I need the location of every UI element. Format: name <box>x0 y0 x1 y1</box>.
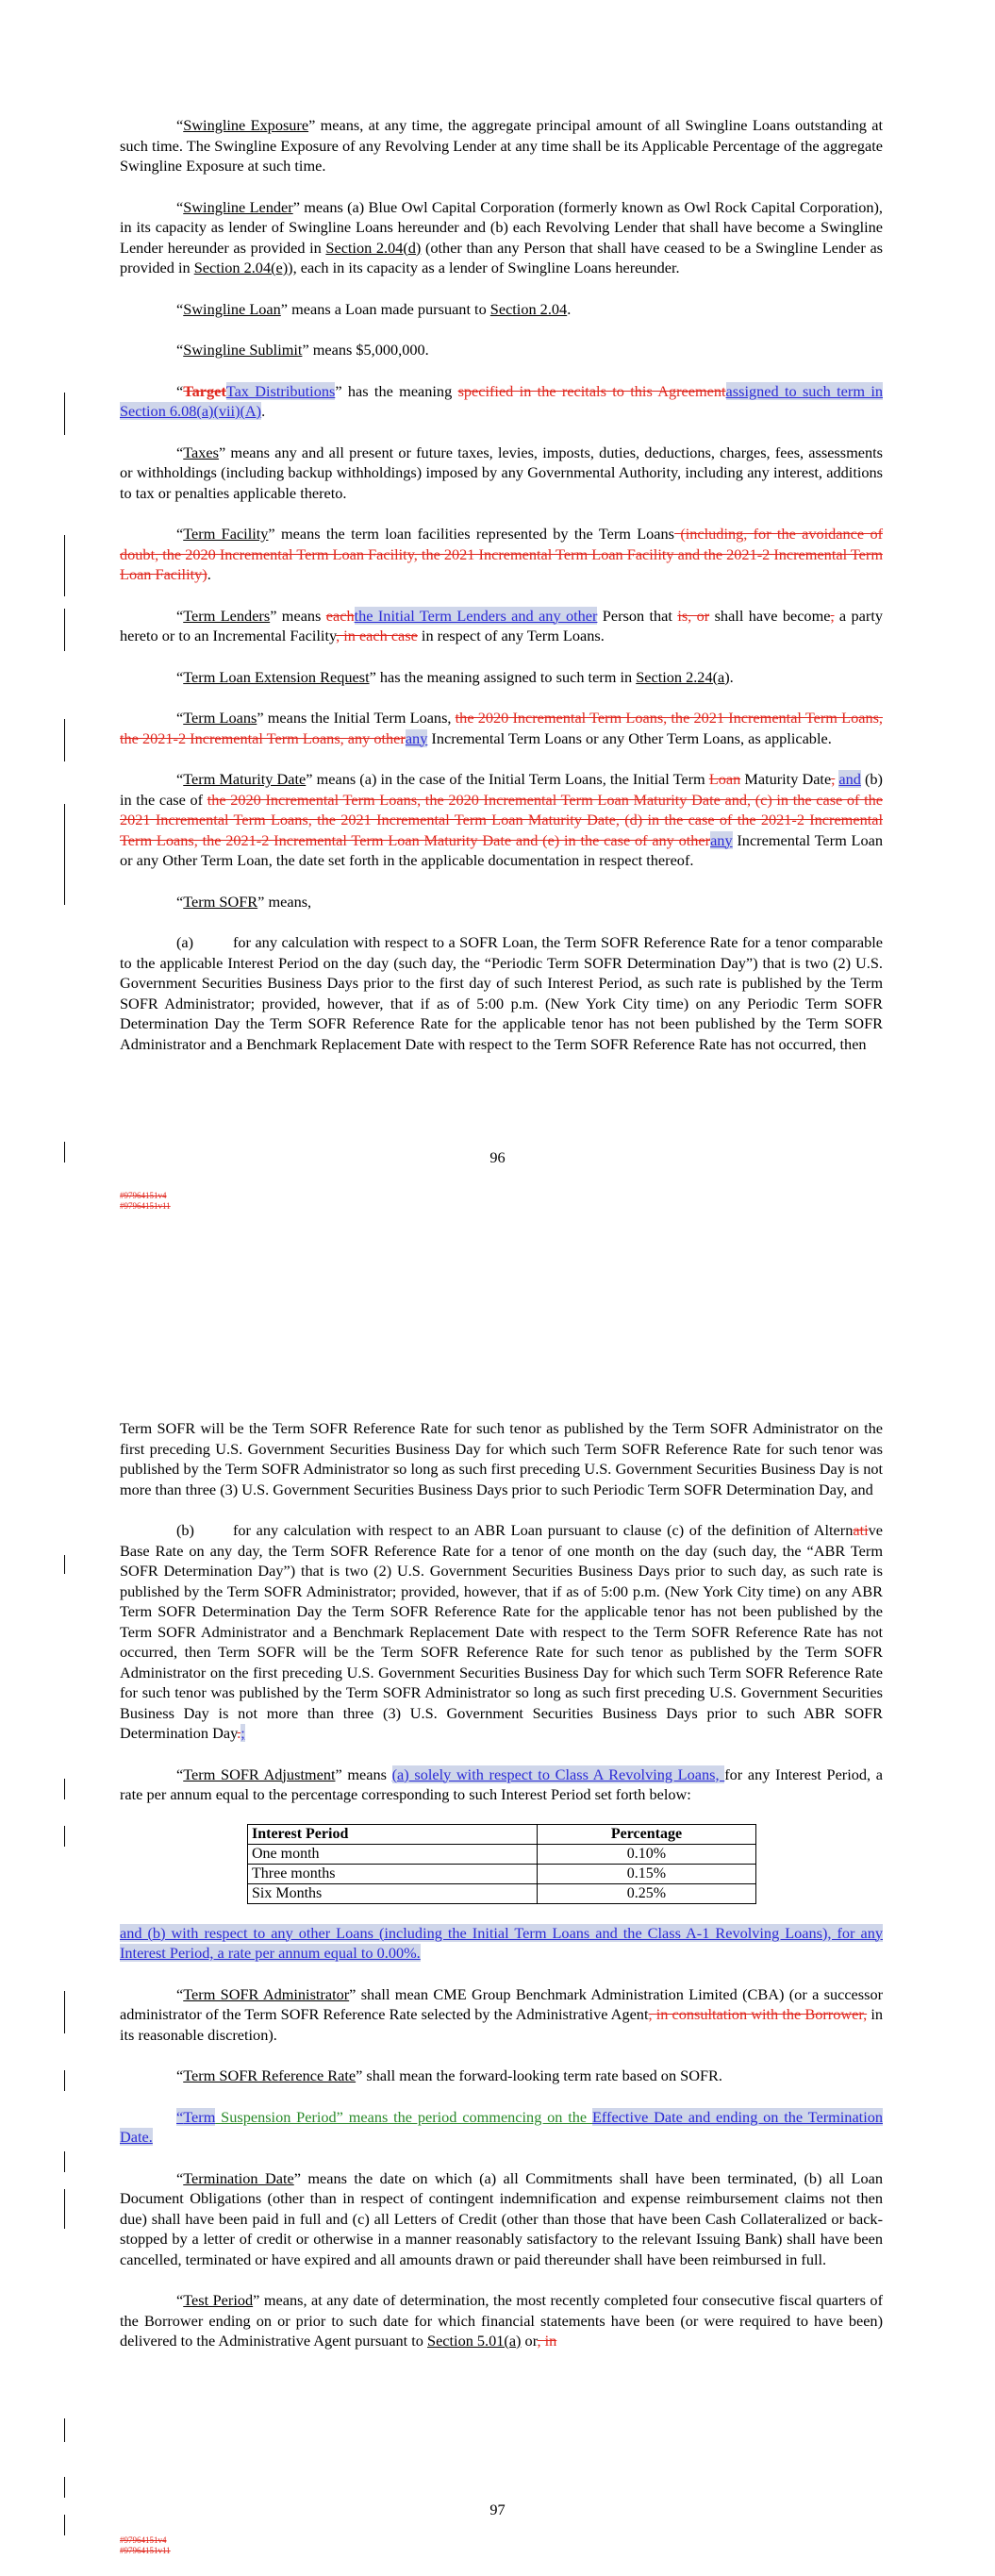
defined-term: Term SOFR Adjustment <box>183 1765 336 1783</box>
definition-text: ” means <box>335 1765 392 1783</box>
def-term-maturity-date: “Term Maturity Date” means (a) in the case of the Initial Term Loans, the Initial Term Loan Maturity Date, and (b) in the case of the 2020 Incremental Term Loans, the 2020 Incremental Term Loan Maturity Date and, (c) in the case of the 2021 Incremental Term Loans, the 2021 Incremental Term Loan Maturity Date, (d) in the case of the 2021-2 Incremental Term Loans, the 2021-2 Incremental Term Loan Maturity Date and (e) in the case of any otherany Incremental Term Loan or any Other Term Loan, the date set forth in the applicable documentation in respect thereof. <box>120 770 883 869</box>
definition-text: a party hereto or to an Incremental Facility <box>120 606 883 644</box>
definition-text: . <box>261 402 266 420</box>
page-96-body <box>120 115 883 1054</box>
table-row <box>248 1864 756 1883</box>
change-bar <box>64 2477 65 2498</box>
def-term-lenders: “Term Lenders” means eachthe Initial Term Lenders and any other Person that is, or shall have become, a party hereto or to an Incremental Facility, in each case in respect of any Term Loans. <box>120 606 883 644</box>
def-taxes: “Taxes” means any and all present or future taxes, levies, imposts, duties, deductions, charges, fees, assessments or withholdings (including backup withholdings) imposed by any Governmental Authority, including any interest, additions to tax or penalties applicable thereto. <box>120 443 883 502</box>
inserted-text-green: Suspension Period” means the period commencing on the <box>215 2107 592 2126</box>
adjustment-table <box>247 1824 756 1904</box>
section-ref: Section 2.04 <box>489 299 568 318</box>
definition-text: Incremental Term Loan or any Other Term Loan, the date set forth in the applicable documentation in respect thereof. <box>120 830 883 869</box>
defined-term: Term Loan Extension Request <box>183 667 370 686</box>
change-bar <box>64 609 65 651</box>
clause-text: for any calculation with respect to a SOFR Loan, the Term SOFR Reference Rate for a tenor comparable to the applicable Interest Period on the day (such day, the “Periodic Term SOFR Determination Day”) that is two (2) U.S. Government Securities Business Days prior to the first day of such Interest Period, as such rate is published by the Term SOFR Administrator; provided, however, that if as of 5:00 p.m. (New York City time) on any Periodic Term SOFR Determination Day the Term SOFR Reference Rate for the applicable tenor has not been published by the Term SOFR Administrator and a Benchmark Replacement Date with respect to the Term SOFR Reference Rate has not occurred, then <box>120 933 883 1053</box>
inserted-text: assigned to such term in Section 6.08(a)(vii)(A) <box>120 381 883 420</box>
def-target: “TargetTax Distributions” has the meaning specified in the recitals to this Agreementassigned to such term in Section 6.08(a)(vii)(A). <box>120 381 883 420</box>
def-term-sofr: “Term SOFR” means, <box>176 892 312 911</box>
defined-term: Term SOFR <box>183 892 258 911</box>
table-row <box>248 1883 756 1903</box>
clause-a-continuation: Term SOFR will be the Term SOFR Reference Rate for such tenor as published by the Term SOFR Administrator on the first preceding U.S. Government Securities Business Day for which such Term SOFR Reference Rate for such tenor was published by the Term SOFR Administrator so long as such first preceding U.S. Government Securities Business Day is not more than three (3) U.S. Government Securities Business Days prior to such Periodic Term SOFR Determination Day, and <box>120 1419 883 1498</box>
defined-term: Swingline Exposure <box>183 116 309 134</box>
footer-doc-id: #97964151v11 <box>120 2546 171 2555</box>
inserted-text: Tax Distributions <box>225 381 336 400</box>
def-term-suspension-period <box>120 2107 883 2148</box>
inserted-text: Effective Date and ending on the Termination Date. <box>120 2107 883 2146</box>
clause-text: ve <box>868 1521 883 1539</box>
table-header: Percentage <box>537 1824 755 1844</box>
definition-text: . <box>567 299 572 318</box>
clause-b <box>120 1520 883 1744</box>
change-bar <box>64 2418 65 2442</box>
deleted-text: specified in the recitals to this Agreement <box>457 381 726 400</box>
definition-text: ), each in its capacity as a lender of Swingline Loans hereunder. <box>288 259 680 276</box>
definition-text: ” means, at any date of determination, the most recently completed four consecutive fiscal quarters of the Borrower ending on or prior to such date for which financial statements have been (or were required to have been) delivered to the Administrative Agent pursuant to <box>120 2291 883 2350</box>
inserted-text: “ <box>176 2107 184 2126</box>
def-term-sofr-reference-rate: “Term SOFR Reference Rate” shall mean the forward-looking term rate based on SOFR. <box>176 2066 722 2084</box>
table-cell: Three months <box>248 1864 538 1883</box>
defined-term: Termination Date <box>183 2168 294 2187</box>
def-term-sofr-adjustment: “Term SOFR Adjustment” means (a) solely with respect to Class A Revolving Loans, for any Interest Period, a rate per annum equal to the percentage corresponding to such Interest Period set forth below: <box>120 1765 883 1803</box>
page-97 <box>0 1288 995 2576</box>
definition-text: ” means (a) Blue Owl Capital Corporation (formerly known as Owl Rock Capital Corporation), in its capacity as lender of Swingline Loans hereunder and (b) each Revolving Lender that shall have become a Swingline Lender hereunder as provided in <box>120 197 883 257</box>
defined-term: Term SOFR Administrator <box>183 1984 350 2003</box>
definition-text: Person that <box>597 606 678 625</box>
definition-text: . <box>729 667 734 686</box>
table-row <box>248 1844 756 1864</box>
definition-text: . <box>207 565 211 583</box>
definition-text: ” means (a) in the case of the Initial Term Loans, the Initial Term <box>306 770 709 788</box>
deleted-text: . <box>237 1724 241 1742</box>
def-swingline-loan: “Swingline Loan” means a Loan made pursuant to Section 2.04. <box>176 299 572 318</box>
deleted-text: , in <box>537 2332 557 2350</box>
section-ref: Section 2.04(e) <box>193 259 289 276</box>
defined-term: Swingline Loan <box>183 299 281 318</box>
definition-text: ” has the meaning <box>335 381 458 400</box>
inserted-text: (a) solely with respect to Class A Revolving Loans, <box>391 1765 725 1783</box>
definition-text: ” has the meaning assigned to such term in <box>369 667 637 686</box>
defined-term: Term Loans <box>183 709 257 727</box>
change-bar <box>64 535 65 596</box>
page-number: 96 <box>489 1148 506 1166</box>
def-swingline-lender: “Swingline Lender” means (a) Blue Owl Capital Corporation (formerly known as Owl Rock Capital Corporation), in its capacity as lender of Swingline Loans hereunder and (b) each Revolving Lender that shall have become a Swingline Lender hereunder as provided in Section 2.04(d) (other than any Person that shall have ceased to be a Swingline Lender as provided in Section 2.04(e)), each in its capacity as a lender of Swingline Loans hereunder. <box>120 197 884 276</box>
deleted-text: , in consultation with the Borrower, <box>648 2005 868 2023</box>
page-97-body <box>120 1418 883 2351</box>
def-term-sofr-administrator: “Term SOFR Administrator” shall mean CME Group Benchmark Administration Limited (CBA) (or a successor administrator of the Term SOFR Reference Rate selected by the Administrative Agent, in consultation with the Borrower, in its reasonable discretion). <box>120 1984 883 2044</box>
clause-label: (a) <box>176 933 194 951</box>
def-swingline-sublimit: “Swingline Sublimit” means $5,000,000. <box>176 341 429 359</box>
defined-term: Taxes <box>183 443 219 461</box>
deleted-text: Target <box>183 381 226 400</box>
inserted-text: and <box>838 770 861 788</box>
def-swingline-exposure: “Swingline Exposure” means, at any time, the aggregate principal amount of all Swingline Loans outstanding at such time. The Swingline Exposure of any Revolving Lender at any time shall be its Applicable Percentage of the aggregate Swingline Exposure at such time. <box>120 116 884 175</box>
page-number: 97 <box>489 2501 506 2518</box>
deleted-text: ati <box>853 1521 869 1539</box>
deleted-text: (including, for the avoidance of doubt, the 2020 Incremental Term Loan Facility, the 2021 Incremental Term Loan Facility and the 2021-2 Incremental Term Loan Facility) <box>120 525 884 583</box>
inserted-text: and (b) with respect to any other Loans (including the Initial Term Loans and the Class A-1 Revolving Loans), for any Interest Period, a rate per annum equal to 0.00%. <box>120 1923 883 1962</box>
deleted-text: , in each case <box>336 627 418 644</box>
footer-doc-id: #97964151v4 <box>120 1191 167 1200</box>
table-cell: 0.15% <box>537 1864 755 1883</box>
defined-term: Term Facility <box>183 525 269 543</box>
deleted-text: Loan <box>708 770 741 788</box>
clause-text: Base Rate on any day, the Term SOFR Reference Rate for a tenor of one month on the day (such day, the “ABR Term SOFR Determination Day”) that is two (2) U.S. Government Securities Business Days prior to such day, as such rate is published by the Term SOFR Administrator; provided, however, that if as of 5:00 p.m. (New York City time) on any ABR Term SOFR Determination Day the Term SOFR Reference Rate for the applicable tenor has not been published by the Term SOFR Administrator and a Benchmark Replacement Date with respect to the Term SOFR Reference Rate has not occurred, then Term SOFR will be the Term SOFR Reference Rate for such tenor as published by the Term SOFR Administrator on the first preceding U.S. Government Securities Business Day for which such Term SOFR Reference Rate for such tenor was published by the Term SOFR Administrator so long as such first preceding U.S. Government Securities Business Day is not more than three (3) U.S. Government Securities Business Days prior to such ABR SOFR Determination Day <box>120 1541 883 1742</box>
section-ref: Section 2.04(d) <box>325 238 422 257</box>
definition-text: in respect of any Term Loans. <box>417 627 605 644</box>
footer-doc-id: #97964151v4 <box>120 2535 167 2545</box>
def-term-loans: “Term Loans” means the Initial Term Loans, the 2020 Incremental Term Loans, the 2021 Incremental Term Loans, the 2021-2 Incremental Term Loans, any otherany Incremental Term Loans or any Other Term Loans, as applicable. <box>120 709 883 747</box>
definition-text: ” means the date on which (a) all Commitments shall have been terminated, (b) all Loan Document Obligations (other than in respect of contingent indemnification and expense reimbursement claims not then due) shall have been paid in full and (c) all Letters of Credit (other than those that have been Cash Collateralized or back-stopped by a letter of credit or otherwise in a manner reasonably satisfactory to the relevant Issuing Bank) shall have been cancelled, terminated or have expired and all amounts drawn or paid thereunder shall have been reimbursed in full. <box>120 2168 883 2268</box>
definition-text: (other than any Person that shall have ceased to be a Swingline Lender as provided in <box>120 238 884 276</box>
table-cell: 0.25% <box>537 1883 755 1903</box>
change-bar <box>64 1779 65 1799</box>
deleted-text: is, or <box>677 606 710 625</box>
inserted-text: Term <box>183 2107 216 2126</box>
defined-term: Test Period <box>183 2291 254 2309</box>
defined-term: Term SOFR Reference Rate <box>183 2066 357 2084</box>
definition-text: ” means <box>270 606 326 625</box>
change-bar <box>64 2151 65 2172</box>
definition-text: ” means any and all present or future taxes, levies, imposts, duties, deductions, charges, fees, assessments or withholdings (including backup withholdings) imposed by any Governmental Authority, including any interest, additions to tax or penalties applicable thereto. <box>120 443 883 502</box>
definition-text: ” means the term loan facilities represented by the Term Loans <box>268 525 675 543</box>
defined-term: Term Lenders <box>183 606 271 625</box>
change-bar <box>64 719 65 761</box>
definition-text: Incremental Term Loans or any Other Term Loans, as applicable. <box>427 728 832 747</box>
table-cell: One month <box>248 1844 538 1864</box>
defined-term: Swingline Lender <box>183 197 293 216</box>
change-bar <box>64 1555 65 1574</box>
deleted-text: the 2020 Incremental Term Loans, the 2020 Incremental Term Loan Maturity Date and, (c) in the case of the 2021 Incremental Term Loans, the 2021 Incremental Term Loan Maturity Date, (d) in the case of the 2021-2 Incremental Term Loans, the 2021-2 Incremental Term Loan Maturity Date and (e) in the case of any other <box>120 790 883 849</box>
adjustment-clause-b <box>120 1923 883 1964</box>
definition-text: ” shall mean CME Group Benchmark Administration Limited (CBA) (or a successor administrator of the Term SOFR Reference Rate selected by the Administrative Agent <box>120 1984 883 2023</box>
inserted-text: any <box>405 728 428 747</box>
definition-text: or <box>521 2332 538 2350</box>
definition-text: ” means, <box>257 892 312 911</box>
table-header-row <box>248 1824 756 1844</box>
change-bar <box>64 393 65 435</box>
definition-text: ” means a Loan made pursuant to <box>280 299 490 318</box>
defined-term: Swingline Sublimit <box>183 341 303 359</box>
def-termination-date: “Termination Date” means the date on which (a) all Commitments shall have been terminated, (b) all Loan Document Obligations (other than in respect of contingent indemnification and expense reimbursement claims not then due) shall have been paid in full and (c) all Letters of Credit (other than those that have been Cash Collateralized or back-stopped by a letter of credit or otherwise in a manner reasonably satisfactory to the relevant Issuing Bank) shall have been cancelled, terminated or have expired and all amounts drawn or paid thereunder shall have been reimbursed in full. <box>120 2168 883 2268</box>
definition-text: Maturity Date <box>740 770 832 788</box>
definition-text: ” means $5,000,000. <box>302 341 429 359</box>
definition-text: ” shall mean the forward-looking term rate based on SOFR. <box>356 2066 722 2084</box>
section-ref: Section 2.24(a) <box>636 667 730 686</box>
deleted-text: , <box>831 770 836 788</box>
definition-text: shall have become <box>709 606 831 625</box>
defined-term: Term Maturity Date <box>183 770 307 788</box>
inserted-text: ; <box>240 1724 245 1742</box>
change-bar <box>64 804 65 905</box>
clause-a <box>120 932 883 1054</box>
definition-text: ” means, at any time, the aggregate principal amount of all Swingline Loans outstanding at such time. The Swingline Exposure of any Revolving Lender at any time shall be its Applicable Percentage of the aggregate Swingline Exposure at such time. <box>120 116 884 175</box>
clause-label: (b) <box>176 1521 194 1539</box>
definition-text: in its reasonable discretion). <box>120 2005 883 2044</box>
inserted-text: the Initial Term Lenders and any other <box>354 606 598 625</box>
deleted-text: , <box>830 606 835 625</box>
footer-doc-id: #97964151v11 <box>120 1201 171 1211</box>
change-bar <box>64 1991 65 2033</box>
def-test-period: “Test Period” means, at any date of determination, the most recently completed four consecutive fiscal quarters of the Borrower ending on or prior to such date for which financial statements have been (or were required to have been) delivered to the Administrative Agent pursuant to Section 5.01(a) or, in <box>120 2291 883 2350</box>
def-term-facility: “Term Facility” means the term loan facilities represented by the Term Loans (including, for the avoidance of doubt, the 2020 Incremental Term Loan Facility, the 2021 Incremental Term Loan Facility and the 2021-2 Incremental Term Loan Facility). <box>120 525 884 583</box>
change-bar <box>64 2189 65 2229</box>
table-cell: Six Months <box>248 1883 538 1903</box>
deleted-text: the 2020 Incremental Term Loans, the 2021 Incremental Term Loans, the 2021-2 Incremental Term Loans, any other <box>120 709 883 747</box>
inserted-text: any <box>710 830 733 849</box>
change-bar <box>64 1826 65 1847</box>
definition-text: (b) in the case of <box>120 770 883 809</box>
table-cell: 0.10% <box>537 1844 755 1864</box>
definition-text: for any Interest Period, a rate per annum equal to the percentage corresponding to such Interest Period set forth below: <box>120 1765 883 1803</box>
definition-text: ” means the Initial Term Loans, <box>257 709 456 727</box>
clause-text: for any calculation with respect to an ABR Loan pursuant to clause (c) of the definition of Altern <box>233 1521 854 1539</box>
section-ref: Section 5.01(a) <box>427 2332 522 2350</box>
table-header: Interest Period <box>248 1824 538 1844</box>
change-bar <box>64 2070 65 2091</box>
deleted-text: each <box>325 606 355 625</box>
def-term-loan-extension-request: “Term Loan Extension Request” has the meaning assigned to such term in Section 2.24(a). <box>176 667 734 686</box>
